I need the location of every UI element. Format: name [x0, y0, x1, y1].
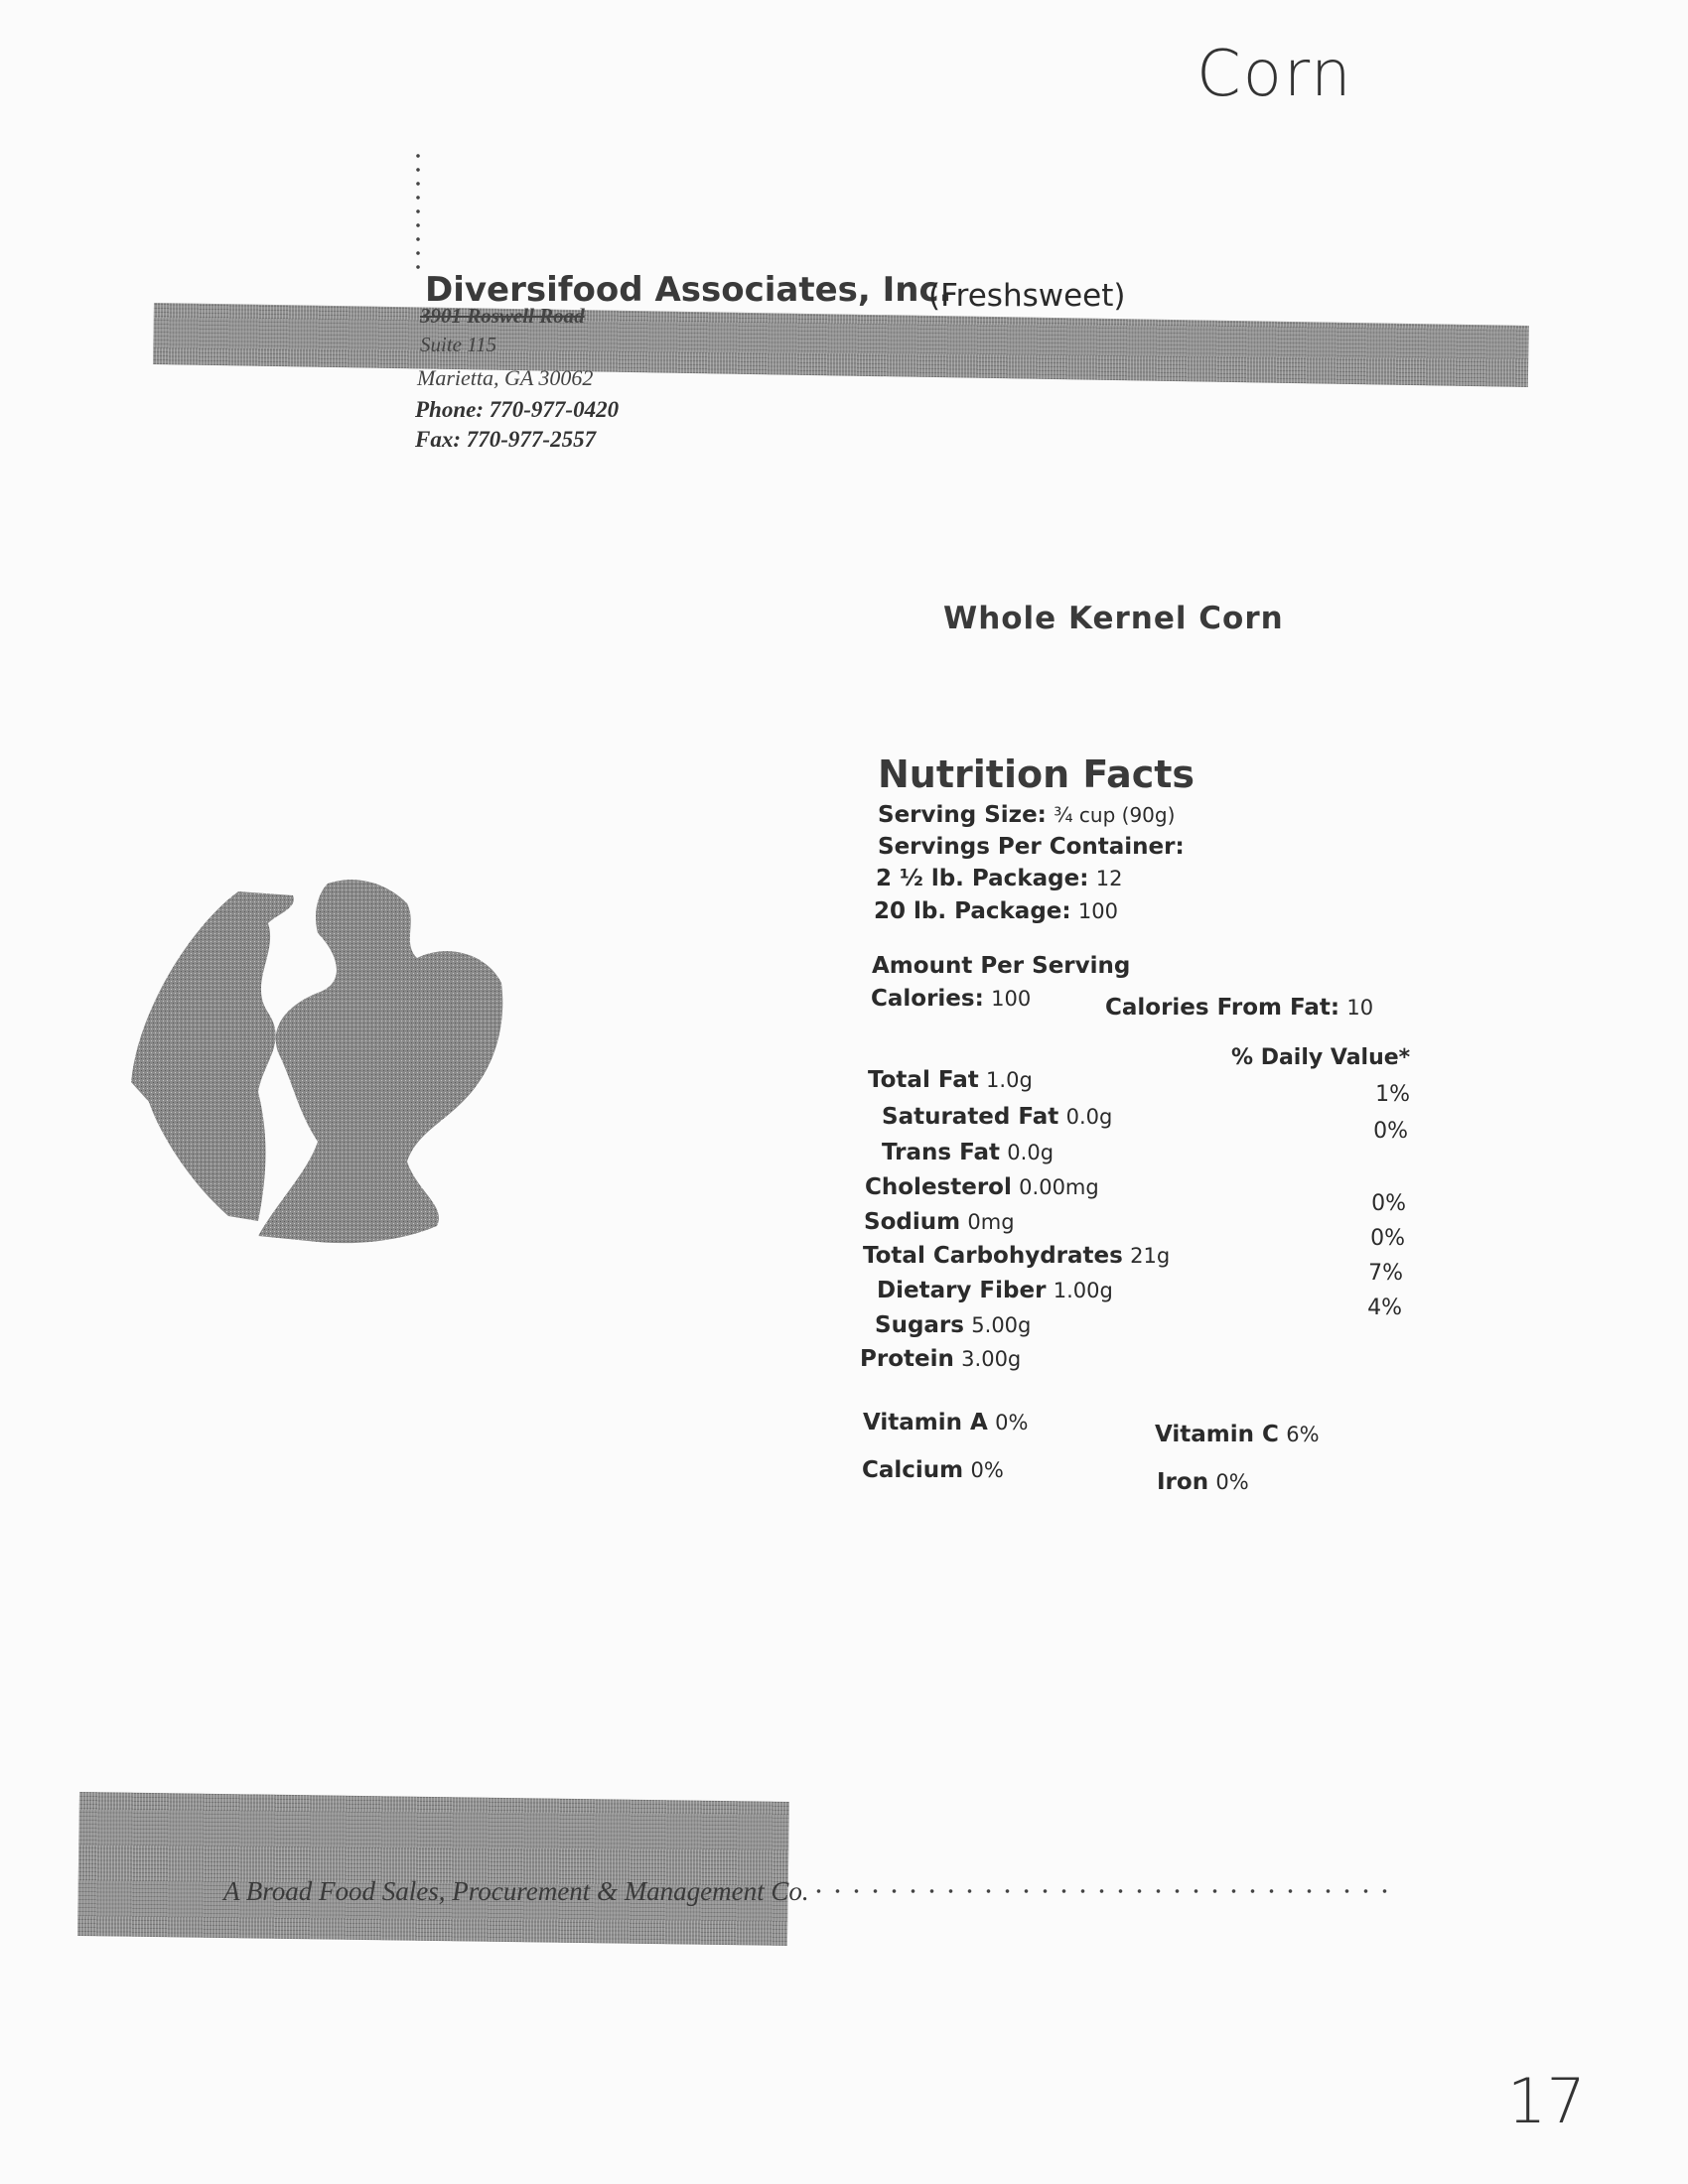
calories-value: 100: [991, 987, 1032, 1011]
dotted-divider-horizontal: [809, 1889, 1395, 1893]
serving-size: [878, 802, 1175, 828]
nutrient-label: Sodium: [864, 1209, 961, 1235]
daily-value-header-label: % Daily Value*: [1231, 1045, 1411, 1070]
package-large-label: 20 lb. Package:: [874, 898, 1071, 924]
nutrient-label: Dietary Fiber: [877, 1278, 1047, 1303]
package-large-value: 100: [1077, 899, 1118, 923]
serving-size-label: Serving Size:: [878, 802, 1047, 828]
nutrient-row-protein: [860, 1346, 1021, 1372]
nutrient-value: 21g: [1130, 1244, 1171, 1268]
address-line-1: 3901 Roswell Road: [420, 304, 585, 328]
package-small-label: 2 ½ lb. Package:: [876, 866, 1089, 891]
dotted-divider-vertical: [416, 149, 420, 276]
fax-number: Fax: 770-977-2557: [415, 427, 597, 452]
package-small-value: 12: [1095, 867, 1123, 890]
nutrient-value: 0.0g: [1007, 1141, 1055, 1164]
calories-from-fat: [1105, 995, 1373, 1021]
nutrient-row-sodium: [864, 1209, 1015, 1235]
address-city: Marietta, GA 30062: [417, 365, 594, 390]
nutrient-value: 1.00g: [1053, 1279, 1113, 1302]
page-number: 17: [1507, 2065, 1586, 2137]
vitamin-a: [863, 1410, 1028, 1435]
calcium-value: 0%: [970, 1458, 1004, 1482]
company-name: Diversifood Associates, Inc.: [425, 270, 952, 310]
nutrient-pct-cholesterol: 0%: [1371, 1191, 1406, 1216]
vitamin-c: [1155, 1422, 1320, 1447]
vitamin-c-label: Vitamin C: [1155, 1422, 1279, 1447]
address-line-2: Suite 115: [420, 333, 497, 356]
nutrient-pct-total-fat: 1%: [1375, 1082, 1410, 1107]
nutrient-row-cholesterol: [865, 1174, 1099, 1200]
nutrient-pct-saturated-fat: 0%: [1373, 1119, 1408, 1144]
nutrient-value: 5.00g: [971, 1313, 1032, 1337]
nutrient-label: Total Fat: [868, 1067, 979, 1093]
vitamin-c-value: 6%: [1286, 1423, 1320, 1446]
nutrient-label: Saturated Fat: [882, 1104, 1059, 1130]
phone-number: Phone: 770-977-0420: [415, 397, 620, 422]
nutrient-label: Total Carbohydrates: [863, 1243, 1123, 1269]
handwritten-label: Corn: [1196, 38, 1353, 111]
daily-value-header: [1231, 1044, 1410, 1070]
globe-logo: [119, 874, 516, 1251]
nutrient-row-total-carbohydrates: [863, 1243, 1170, 1269]
vitamin-a-value: 0%: [995, 1411, 1029, 1434]
nutrient-pct-dietary-fiber: 4%: [1367, 1296, 1402, 1320]
nutrient-value: 0mg: [967, 1210, 1015, 1234]
vitamin-a-label: Vitamin A: [863, 1410, 988, 1435]
header-bar: [153, 303, 1529, 387]
calories-label: Calories:: [871, 986, 984, 1012]
nutrient-label: Cholesterol: [865, 1174, 1012, 1200]
nutrient-value: 3.00g: [961, 1347, 1022, 1371]
iron-label: Iron: [1157, 1469, 1209, 1495]
servings-per-container-label: Servings Per Container:: [878, 834, 1185, 860]
serving-size-value: ¾ cup (90g): [1054, 803, 1176, 827]
nutrient-pct-sodium: 0%: [1370, 1226, 1405, 1251]
amount-per-serving-label: Amount Per Serving: [872, 953, 1131, 979]
calories: [871, 986, 1031, 1012]
brand-name: (Freshsweet): [928, 278, 1126, 314]
nutrient-label: Trans Fat: [882, 1140, 1000, 1165]
calories-from-fat-value: 10: [1346, 996, 1374, 1020]
iron-value: 0%: [1215, 1470, 1249, 1494]
calories-from-fat-label: Calories From Fat:: [1105, 995, 1340, 1021]
nutrient-row-total-fat: [868, 1067, 1033, 1093]
nutrient-label: Protein: [860, 1346, 954, 1372]
package-large: [874, 898, 1118, 924]
calcium-label: Calcium: [862, 1457, 964, 1483]
nutrient-row-saturated-fat: [882, 1104, 1112, 1130]
nutrient-value: 1.0g: [986, 1068, 1033, 1092]
nutrition-title: Nutrition Facts: [878, 752, 1196, 796]
nutrient-value: 0.00mg: [1019, 1175, 1099, 1199]
nutrient-pct-total-carbohydrates: 7%: [1368, 1261, 1403, 1286]
nutrient-row-dietary-fiber: [877, 1278, 1113, 1303]
nutrient-label: Sugars: [875, 1312, 964, 1338]
product-name: Whole Kernel Corn: [943, 601, 1284, 636]
footer-tagline: A Broad Food Sales, Procurement & Management Co.: [223, 1876, 809, 1906]
iron: [1157, 1469, 1249, 1495]
package-small: [876, 866, 1122, 891]
amount-per-serving: [872, 953, 1130, 979]
calcium: [862, 1457, 1004, 1483]
nutrient-value: 0.0g: [1065, 1105, 1113, 1129]
nutrient-row-trans-fat: [882, 1140, 1054, 1165]
footer-bar: [77, 1792, 789, 1946]
servings-per-container: [878, 834, 1185, 860]
nutrient-row-sugars: [875, 1312, 1031, 1338]
